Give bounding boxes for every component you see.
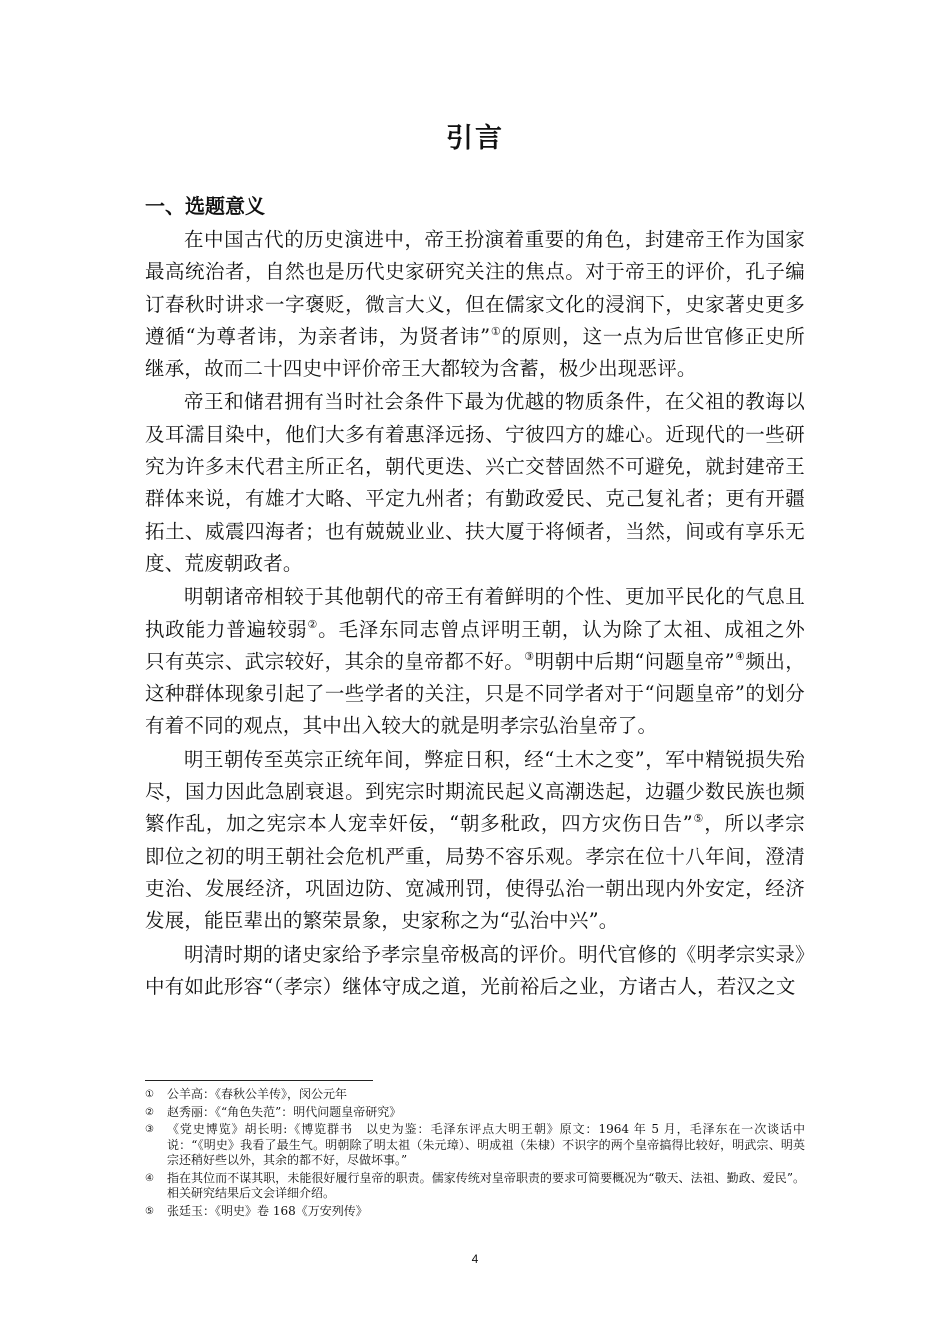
- footnote-item: [145, 1171, 805, 1202]
- footnote-mark: ④: [145, 1172, 154, 1184]
- footnote-text: 《党史博览》胡长明:《博览群书 以史为鉴：毛泽东评点大明王朝》原文：1964 年 5 月，毛泽东在一次谈话中说：“《明史》我看了最生气。明朝除了明太祖（朱元璋）、明成祖（朱棣）不识字的两个皇帝搞得比较好，明武宗、明英宗还稍好些以外，其余的都不好，尽做坏事。”: [167, 1122, 805, 1167]
- footnote-ref[interactable]: ③: [524, 649, 535, 663]
- paragraph-text: 明清时期的诸史家给予孝宗皇帝极高的评价。明代官修的《明孝宗实录》中有如此形容“（孝宗）继体守成之道，光前裕后之业，方诸古人，若汉之文: [145, 942, 805, 998]
- paragraph-text: 帝王和储君拥有当时社会条件下最为优越的物质条件，在父祖的教诲以及耳濡目染中，他们大多有着惠泽远扬、宁彼四方的雄心。近现代的一些研究为许多末代君主所正名，朝代更迭、兴亡交替固然不可避免，就封建帝王群体来说，有雄才大略、平定九州者；有勤政爱民、克己复礼者；更有开疆拓土、威震四海者；也有兢兢业业、扶大厦于将倾者，当然，间或有享乐无度、荒废朝政者。: [145, 390, 805, 575]
- footnote-ref[interactable]: ①: [490, 324, 502, 338]
- footnote-ref[interactable]: ②: [307, 617, 319, 631]
- footnote-text: 公羊高：《春秋公羊传》，闵公元年: [167, 1087, 348, 1101]
- body-text: [145, 224, 805, 1003]
- paragraph-text: 的原则，这一点为后世官修正史所继承，故而二十四史中评价帝王大都较为含蓄，极少出现恶评。: [145, 324, 805, 381]
- footnote-text: 张廷玉：《明史》卷 168《万安列传》: [167, 1203, 368, 1218]
- paragraph-1: [145, 224, 805, 385]
- footnote-mark: ⑤: [145, 1205, 154, 1217]
- paragraph-text: ，所以孝宗即位之初的明王朝社会危机严重，局势不容乐观。孝宗在位十八年间，澄清吏治、发展经济，巩固边防、宽减刑罚，使得弘治一朝出现内外安定，经济发展，能臣辈出的繁荣景象，史家称之为“弘治中兴”。: [145, 812, 805, 933]
- footnote-mark: ②: [145, 1106, 154, 1118]
- footnote-item: [145, 1105, 805, 1121]
- paragraph-5: [145, 939, 805, 1004]
- footnote-mark: ①: [145, 1089, 154, 1100]
- footnotes: [145, 1087, 805, 1221]
- footnote-ref[interactable]: ④: [734, 649, 746, 663]
- footnote-text: 赵秀丽：《“角色失范”：明代问题皇帝研究》: [167, 1104, 402, 1119]
- paragraph-text: 在中国古代的历史演进中，帝王扮演着重要的角色，封建帝王作为国家最高统治者，自然也是历代史家研究关注的焦点。对于帝王的评价，孔子编订春秋时讲求一字褒贬，微言大义，但在儒家文化的浸润下，史家著史更多遵循“为尊者讳，为亲者讳，为贤者讳”: [145, 228, 805, 348]
- footnote-ref[interactable]: ⑤: [692, 812, 705, 826]
- paragraph-3: [145, 581, 805, 742]
- paragraph-text: 。毛泽东同志曾点评明王朝，认为除了太祖、成祖之外只有英宗、武宗较好，其余的皇帝都不好。: [145, 617, 805, 673]
- footnote-item: [145, 1204, 805, 1220]
- paragraph-text: 明朝诸帝相较于其他朝代的帝王有着鲜明的个性、更加平民化的气息且执政能力普遍较弱: [145, 585, 805, 641]
- footnote-separator: [145, 1080, 373, 1081]
- page-number: 4: [471, 1252, 479, 1266]
- paragraph-2: [145, 386, 805, 580]
- paragraph-4: [145, 744, 805, 938]
- footnote-mark: ③: [145, 1124, 154, 1135]
- paragraph-text: 明王朝传至英宗正统年间，弊症日积，经“土木之变”，军中精锐损失殆尽，国力因此急剧衰退。到宪宗时期流民起义高潮迭起，边疆少数民族也频繁作乱，加之宪宗本人宠幸奸佞，“朝多秕政，四方灾伤日告”: [145, 747, 805, 836]
- paragraph-text: 频出，这种群体现象引起了一些学者的关注，只是不同学者对于“问题皇帝”的划分有着不同的观点，其中出入较大的就是明孝宗弘治皇帝了。: [145, 649, 806, 738]
- footnote-item: [145, 1087, 805, 1103]
- footnote-text: 指在其位而不谋其职，未能很好履行皇帝的职责。儒家传统对皇帝职责的要求可简要概况为“敬天、法祖、勤政、爱民”。相关研究结果后文会详细介绍。: [167, 1170, 805, 1200]
- footnote-item: [145, 1122, 805, 1169]
- page-title: 引言: [446, 123, 504, 154]
- section-heading: 一、选题意义: [145, 194, 265, 218]
- paragraph-text: 明朝中后期“问题皇帝”: [534, 649, 735, 673]
